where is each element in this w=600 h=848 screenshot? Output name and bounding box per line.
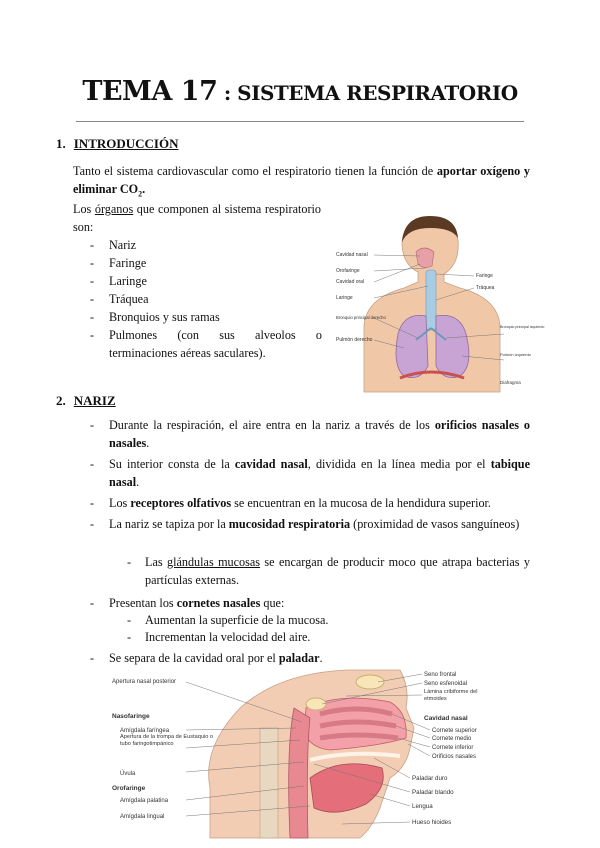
sagittal-head-illustration [110,668,490,838]
label-hueso-hioides: Hueso hioides [412,819,452,826]
text: Durante la respiración, el aire entra en la nariz a través de los [109,418,435,432]
label-cornete-inferior: Cornete inferior [432,745,474,751]
list-item [90,515,530,533]
label-seno-frontal: Seno frontal [424,672,457,678]
text: Tanto el sistema cardiovascular como el respiratorio tienen la función de [73,164,437,178]
title-subject: SISTEMA RESPIRATORIO [237,81,518,105]
label-paladar-blando: Paladar blando [412,789,454,796]
list-item-text: Bronquios y sus ramas [109,310,220,324]
text: La nariz se tapiza por la [109,517,229,531]
list-item-text: Laringe [109,274,147,288]
label-amigdala-lingual: Amígdala lingual [120,814,165,820]
list-item-text [109,494,530,512]
dash: - [90,651,95,665]
list-item-text: Tráquea [109,292,149,306]
list-item-text: Pulmones (con sus alveolos o terminaciones aéreas saculares). [109,328,322,360]
title-rule [76,121,524,122]
text: . [136,475,140,489]
dash: - [90,256,95,270]
list-item-text: Nariz [109,238,137,252]
label-pulmon-izquierdo: Pulmón izquierdo [500,352,531,357]
text: Los [73,202,95,216]
section-number: 1. [56,136,66,151]
label-faringe: Faringe [476,273,493,279]
dash: - [90,238,95,252]
text: que: [260,596,285,610]
list-item [90,494,530,512]
bold-text: aportar oxígeno y eliminar CO [73,164,531,196]
dash: - [127,630,132,644]
label-amigdala-palatina: Amígdala palatina [120,798,169,804]
list-item [90,272,322,290]
list-item [90,649,530,667]
label-orofaringe: Orofaringe [112,785,146,792]
list-item-text [109,416,530,452]
nasal-cavity-figure [110,668,490,838]
label-laringe: Laringe [336,295,353,301]
list-item [90,290,322,308]
label-text: Apertura nasal posterior [112,679,177,685]
label-uvula: Úvula [120,771,136,777]
bold-text: . [142,182,146,196]
dash: - [90,596,95,610]
dash: - [90,274,95,288]
text: (proximidad de vasos sanguíneos) [350,517,520,531]
underlined-text: órganos [94,202,134,216]
list-item-text [109,649,530,667]
text: que componen al sistema respiratorio son: [73,202,321,234]
label-lamina-wrap [424,689,490,705]
list-item-text: Incrementan la velocidad del aire. [145,630,311,644]
dash: - [90,310,95,324]
label-pulmon-derecho: Pulmón derecho [336,337,373,343]
bold-text: receptores olfativos [130,496,232,510]
dash: - [127,613,132,627]
label-nasofaringe: Nasofaringe [112,713,150,720]
text: Los [109,496,131,510]
text: Presentan los [109,596,177,610]
bold-text: tabique nasal [109,457,530,489]
title-number: TEMA 17 [82,76,218,107]
list-item [90,236,322,254]
list-item [90,594,530,612]
text: Se separa de la cavidad oral por el [109,651,279,665]
list-item [90,308,322,326]
dash: - [90,517,95,531]
text: . [146,436,150,450]
bold-text: mucosidad respiratoria [228,517,351,531]
sub-list-item [127,628,530,646]
list-item-text: Faringe [109,256,147,270]
list-item [90,416,530,452]
page-title [0,76,600,107]
text: se encuentran en la mucosa de la hendidura superior. [231,496,491,510]
list-item [90,254,322,272]
text: Las [145,555,167,569]
label-bronquio-derecho: Bronquio principal derecho [336,315,386,320]
text: se encargan de producir moco que atrapa bacterias y partículas externas. [145,555,530,587]
sub-list-item [127,553,530,589]
text: , dividida en la línea media por el [307,457,491,471]
list-item-text [109,594,530,612]
label-amigdala-faringea: Amígdala faríngea [120,728,170,734]
subscript: 2 [138,189,143,199]
text: Su interior consta de la [109,457,235,471]
bold-text: cornetes nasales [176,596,261,610]
label-cavidad-nasal: Cavidad nasal [424,715,468,722]
label-cavidad-oral: Cavidad oral [336,279,365,285]
text: . [319,651,323,665]
label-diafragma: Diafragma [500,380,521,385]
list-item-text [145,553,530,589]
dash: - [90,418,95,432]
label-lamina-cribiforme: Lámina cribiforme del etmoides [424,689,478,702]
section-title: NARIZ [73,393,116,408]
label-cavidad-nasal: Cavidad nasal [336,252,368,258]
dash: - [127,555,132,569]
bold-text: cavidad nasal [234,457,308,471]
intro-paragraph-1 [73,162,530,203]
label-lengua: Lengua [412,803,433,810]
respiratory-system-figure [334,216,545,392]
underlined-text: glándulas mucosas [166,555,261,569]
label-orofaringe: Orofaringe [336,268,360,274]
list-item-text: Aumentan la superficie de la mucosa. [145,613,329,627]
label-orificios-nasales: Orificios nasales [432,754,477,760]
label-seno-esfenoidal: Seno esfenoidal [424,681,468,687]
dash: - [90,457,95,471]
list-item [90,326,322,362]
dash: - [90,292,95,306]
label-traquea: Tráquea [476,285,495,291]
label-bronquio-izquierdo: Bronquio principal izquierdo [500,325,545,329]
label-paladar-duro: Paladar duro [412,775,448,782]
label-cornete-superior: Cornete superior [432,728,477,734]
label-apertura-nasal [112,679,176,685]
sub-list-item [127,611,530,629]
section-title: INTRODUCCIÓN [73,136,179,151]
label-trompa-eustaquio: Apertura de la trompa de Eustaquio o tubo faringotimpánico [120,734,213,747]
respiratory-illustration [334,216,545,392]
label-trompa-eustaquio-wrap [120,734,220,766]
dash: - [90,496,95,510]
title-sep: : [217,81,238,105]
section-number: 2. [56,393,66,408]
intro-paragraph-2 [73,200,321,236]
section-heading-nariz [56,393,116,409]
section-heading-intro [56,136,178,152]
list-item-text [109,455,530,491]
list-item [90,455,530,491]
bold-text: orificios nasales o nasales [109,418,531,450]
dash: - [90,328,95,342]
list-item-text [109,515,530,533]
bold-text: paladar [278,651,320,665]
label-cornete-medio: Cornete medio [432,736,472,742]
